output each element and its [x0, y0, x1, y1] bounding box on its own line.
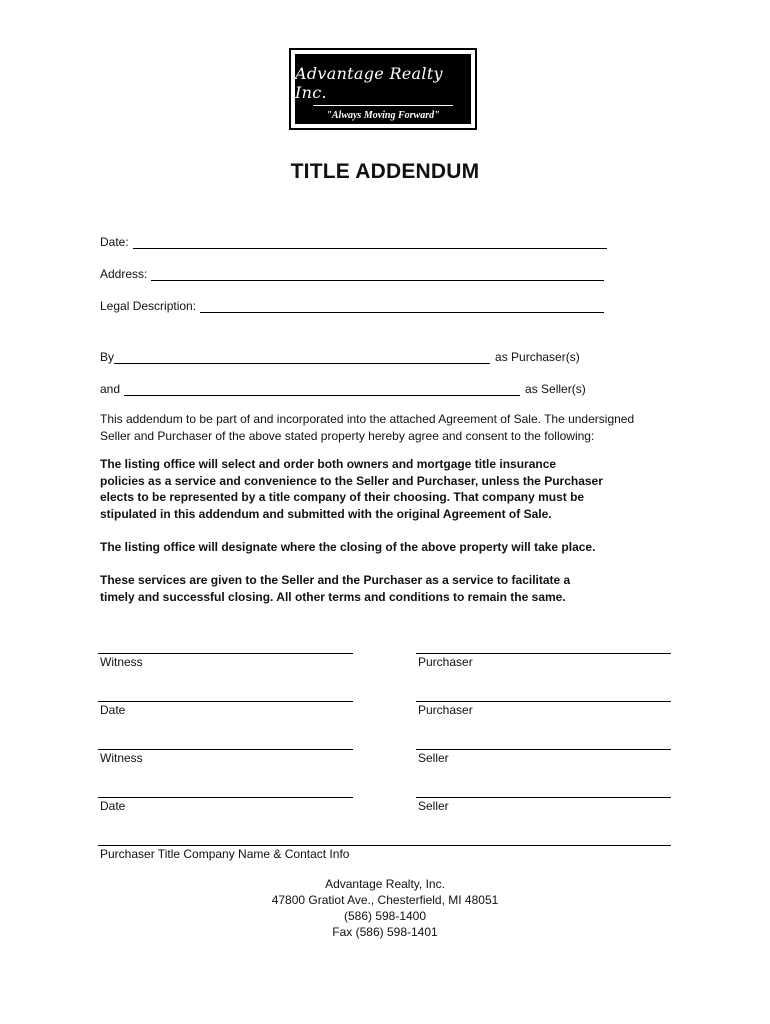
company-contact-block — [0, 876, 770, 940]
footer-fax: Fax (586) 598-1401 — [332, 925, 438, 939]
date-input-line[interactable] — [133, 234, 607, 249]
intro-line-2: Seller and Purchaser of the above stated property hereby agree and consent to the following: — [100, 428, 595, 443]
address-field-row — [100, 263, 604, 281]
seller-label-1: Seller — [418, 751, 449, 765]
seller-label-2: Seller — [418, 799, 449, 813]
clause3-line-1: These services are given to the Seller and the Purchaser as a service to facilitate a — [100, 573, 571, 587]
logo-divider — [313, 105, 453, 106]
purchaser-label-2: Purchaser — [418, 703, 473, 717]
clause1-line-4: stipulated in this addendum and submitted with the original Agreement of Sale. — [100, 506, 552, 521]
clause2-line-1: The listing office will designate where the closing of the above property will take place. — [100, 540, 596, 554]
address-label: Address: — [100, 267, 148, 281]
purchaser-name-input-line[interactable] — [114, 349, 490, 364]
witness-label-2: Witness — [100, 751, 143, 765]
logo-tagline: "Always Moving Forward" — [326, 109, 440, 121]
footer-address: 47800 Gratiot Ave., Chesterfield, MI 48051 — [271, 893, 499, 907]
date-signature-line-1[interactable] — [98, 701, 353, 702]
by-label: By — [100, 350, 115, 364]
clause-services — [100, 572, 680, 605]
clause3-line-2: timely and successful closing. All other terms and conditions to remain the same. — [100, 589, 566, 604]
date-label-2: Date — [100, 799, 126, 813]
seller-field-row — [100, 378, 586, 396]
purchaser-label-1: Purchaser — [418, 655, 473, 669]
witness-label-1: Witness — [100, 655, 143, 669]
date-label: Date: — [100, 235, 129, 249]
date-signature-line-2[interactable] — [98, 797, 353, 798]
purchaser-suffix-label: as Purchaser(s) — [495, 350, 580, 364]
document-title: TITLE ADDENDUM — [290, 160, 480, 183]
clause-title-insurance — [100, 456, 680, 522]
clause1-line-1: The listing office will select and order both owners and mortgage title insurance — [100, 457, 557, 471]
legal-description-field-row — [100, 295, 604, 313]
legal-description-label: Legal Description: — [100, 299, 197, 313]
logo-background — [295, 54, 471, 124]
clause1-line-2: policies as a service and convenience to the Seller and Purchaser, unless the Purchaser — [100, 473, 603, 488]
company-logo — [289, 48, 477, 130]
and-label: and — [100, 382, 121, 396]
date-label-1: Date — [100, 703, 126, 717]
logo-company-name: Advantage Realty Inc. — [295, 63, 443, 102]
witness-signature-line-1[interactable] — [98, 653, 353, 654]
clause-closing-location — [100, 539, 680, 556]
purchaser-signature-line-1[interactable] — [416, 653, 671, 654]
address-input-line[interactable] — [151, 266, 604, 281]
seller-suffix-label: as Seller(s) — [525, 382, 586, 396]
footer-phone: (586) 598-1400 — [343, 909, 427, 923]
seller-name-input-line[interactable] — [124, 381, 520, 396]
purchaser-field-row — [100, 346, 580, 364]
title-company-label: Purchaser Title Company Name & Contact Info — [100, 847, 350, 861]
date-field-row — [100, 231, 607, 249]
legal-description-input-line[interactable] — [200, 298, 604, 313]
purchaser-signature-line-2[interactable] — [416, 701, 671, 702]
intro-paragraph — [100, 411, 680, 444]
seller-signature-line-2[interactable] — [416, 797, 671, 798]
footer-company-name: Advantage Realty, Inc. — [325, 877, 445, 891]
clause1-line-3: elects to be represented by a title company of their choosing. That company must be — [100, 490, 585, 504]
seller-signature-line-1[interactable] — [416, 749, 671, 750]
intro-line-1: This addendum to be part of and incorporated into the attached Agreement of Sale. The undersigned — [100, 412, 635, 426]
title-company-line[interactable] — [98, 845, 671, 846]
witness-signature-line-2[interactable] — [98, 749, 353, 750]
